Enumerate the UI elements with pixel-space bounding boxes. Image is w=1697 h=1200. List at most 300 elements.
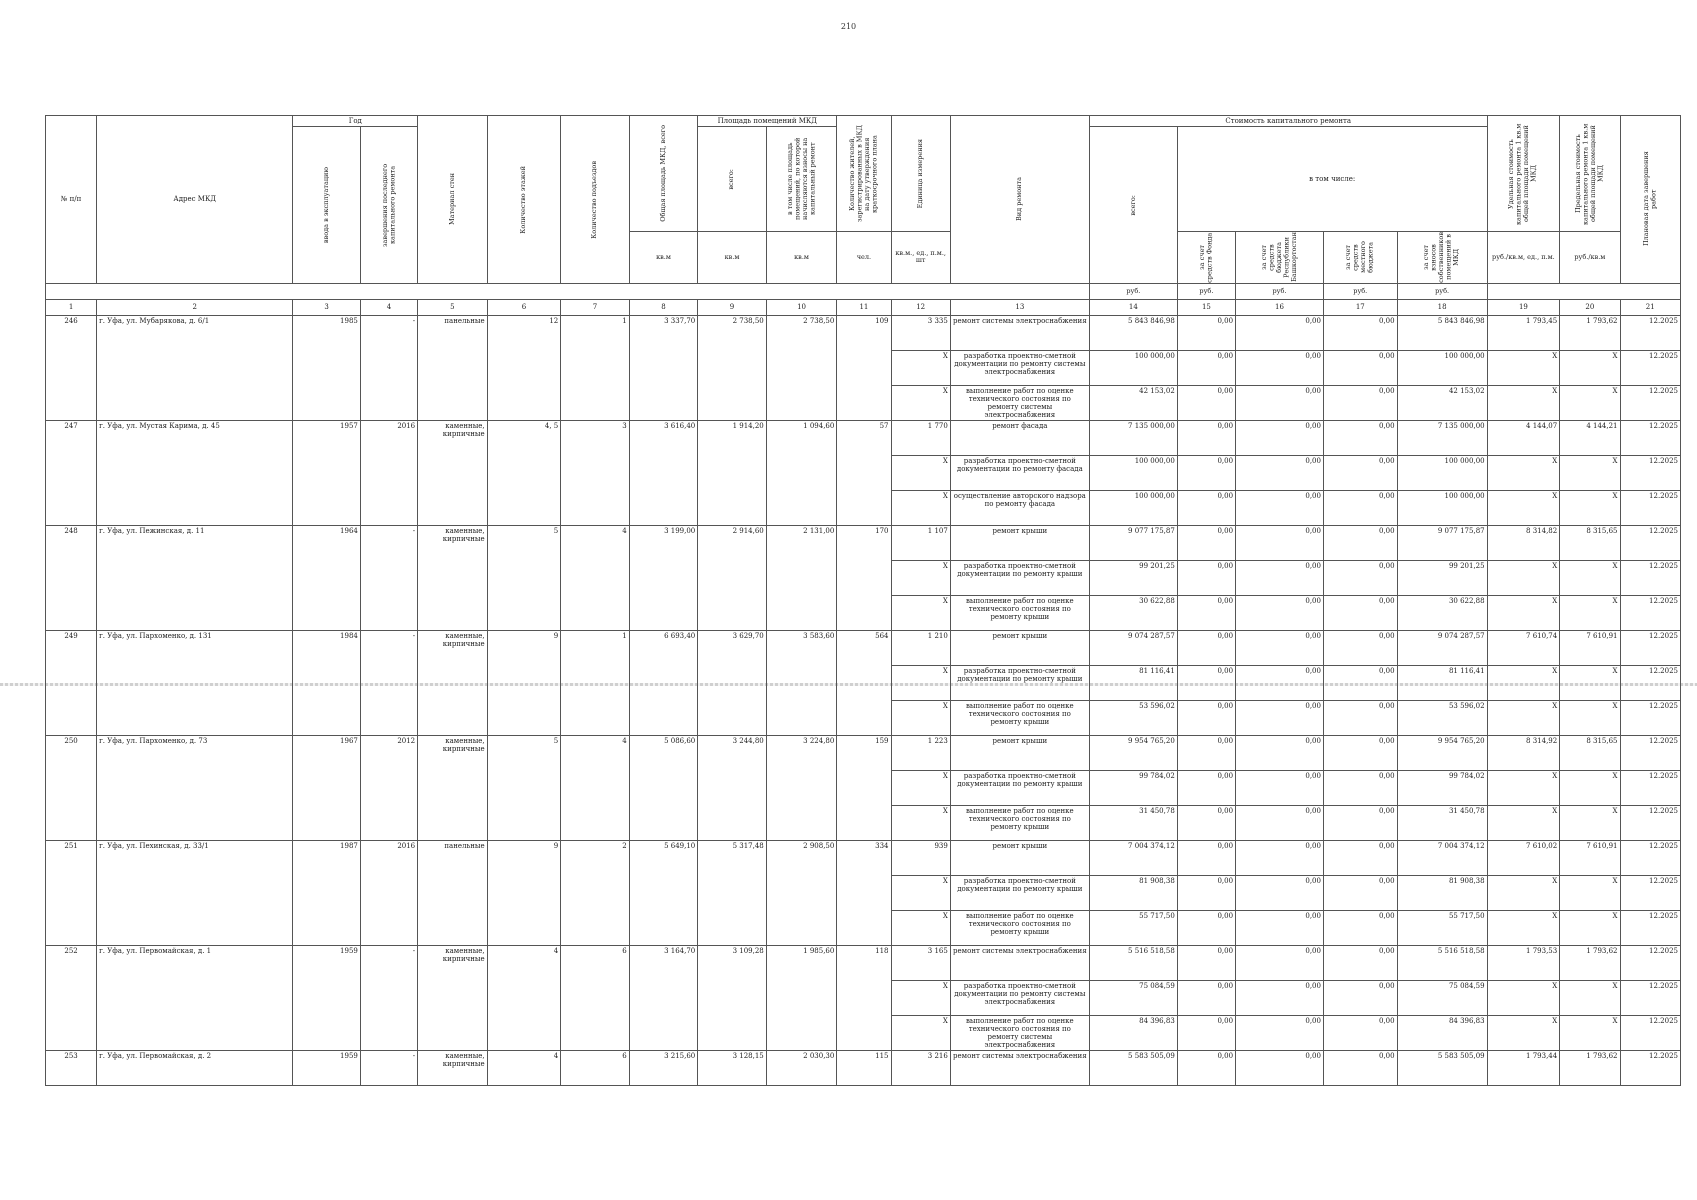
cell-row-no: 246 <box>46 315 97 420</box>
cell-cost-local: 0,00 <box>1323 806 1397 841</box>
cell-cost-total: 30 622,88 <box>1089 596 1177 631</box>
table-row <box>46 736 1681 771</box>
cell-cost-owners: 99 784,02 <box>1397 771 1487 806</box>
cell-cost-total: 5 843 846,98 <box>1089 315 1177 350</box>
cell-cost-local: 0,00 <box>1323 631 1397 666</box>
cell-cost-owners: 84 396,83 <box>1397 1016 1487 1051</box>
cell-cost-local: 0,00 <box>1323 771 1397 806</box>
cell-cost-fund: 0,00 <box>1177 631 1235 666</box>
hdr-year-last-repair: завершения последнего капитального ремонта <box>360 127 417 284</box>
column-number: 11 <box>837 299 891 315</box>
cell-planned-date: 12.2025 <box>1620 736 1680 771</box>
cell-floors: 12 <box>487 315 561 420</box>
cell-unit-measure: X <box>891 596 950 631</box>
cell-year-last-repair: 2016 <box>360 421 417 526</box>
cell-row-no: 253 <box>46 1051 97 1086</box>
cell-cost-local: 0,00 <box>1323 385 1397 420</box>
cell-cost-local: 0,00 <box>1323 736 1397 771</box>
cell-address: г. Уфа, ул. Пехинская, д. 33/1 <box>97 841 293 946</box>
cell-area-fund: 2 738,50 <box>766 315 837 420</box>
cell-cost-owners: 5 583 505,09 <box>1397 1051 1487 1086</box>
cell-max-cost: X <box>1560 456 1620 491</box>
cell-cost-republic: 0,00 <box>1236 666 1324 701</box>
hdr-cost-fund: за счет средств Фонда <box>1177 232 1235 284</box>
cell-max-cost: X <box>1560 981 1620 1016</box>
cell-cost-owners: 81 908,38 <box>1397 876 1487 911</box>
cell-cost-fund: 0,00 <box>1177 946 1235 981</box>
cell-max-cost: X <box>1560 596 1620 631</box>
cell-cost-republic: 0,00 <box>1236 771 1324 806</box>
cell-cost-owners: 55 717,50 <box>1397 911 1487 946</box>
hdr-cost-owners: за счет взносов собственников помещений в МКД <box>1397 232 1487 284</box>
cell-cost-total: 99 784,02 <box>1089 771 1177 806</box>
cell-area-total: 1 914,20 <box>698 421 767 526</box>
column-number: 1 <box>46 299 97 315</box>
cell-unit-measure: X <box>891 701 950 736</box>
cell-unit-cost: X <box>1487 981 1560 1016</box>
cell-cost-total: 7 135 000,00 <box>1089 421 1177 456</box>
column-numbers-row <box>46 299 1681 315</box>
cell-max-cost: X <box>1560 561 1620 596</box>
hdr-repair-type: Вид ремонта <box>950 116 1089 284</box>
cell-entrances: 2 <box>561 841 630 946</box>
cell-planned-date: 12.2025 <box>1620 456 1680 491</box>
cell-cost-total: 7 004 374,12 <box>1089 841 1177 876</box>
cell-wall-material: каменные, кирпичные <box>418 946 488 1051</box>
hdr-area-group: Площадь помещений МКД <box>698 116 837 127</box>
cell-entrances: 1 <box>561 631 630 736</box>
cell-area-fund: 3 224,80 <box>766 736 837 841</box>
cell-area-fund: 2 030,30 <box>766 1051 837 1086</box>
cell-year-last-repair: 2016 <box>360 841 417 946</box>
cell-wall-material: каменные, кирпичные <box>418 421 488 526</box>
cell-year-commission: 1959 <box>293 1051 360 1086</box>
cell-cost-total: 53 596,02 <box>1089 701 1177 736</box>
cell-unit-cost: X <box>1487 491 1560 526</box>
cell-year-last-repair: - <box>360 1051 417 1086</box>
cell-cost-local: 0,00 <box>1323 456 1397 491</box>
column-number: 16 <box>1236 299 1324 315</box>
cell-repair-type: осуществление авторского надзора по ремонту фасада <box>950 491 1089 526</box>
column-number: 20 <box>1560 299 1620 315</box>
cell-max-cost: 7 610,91 <box>1560 631 1620 666</box>
cell-repair-type: выполнение работ по оценке технического состояния по ремонту крыши <box>950 806 1089 841</box>
cell-residents: 57 <box>837 421 891 526</box>
hdr-cost-local: за счет средств местного бюджета <box>1323 232 1397 284</box>
cell-cost-local: 0,00 <box>1323 1016 1397 1051</box>
hdr-unit-cost: Удельная стоимость капитального ремонта 1 кв.м общей площади помещений МКД <box>1487 116 1560 232</box>
cell-cost-owners: 100 000,00 <box>1397 456 1487 491</box>
cell-address: г. Уфа, ул. Мустая Карима, д. 45 <box>97 421 293 526</box>
cell-floors: 9 <box>487 631 561 736</box>
cell-planned-date: 12.2025 <box>1620 631 1680 666</box>
cell-unit-cost: X <box>1487 911 1560 946</box>
cell-floors: 5 <box>487 526 561 631</box>
cell-max-cost: X <box>1560 666 1620 701</box>
cell-unit-measure: X <box>891 385 950 420</box>
hdr-max-cost: Предельная стоимость капитального ремонта 1 кв.м общей площади помещений МКД <box>1560 116 1620 232</box>
cell-max-cost: X <box>1560 491 1620 526</box>
hdr-residents: Количество жителей, зарегистрированных в МКД на дату утверждения краткосрочного плана <box>837 116 891 232</box>
cell-cost-republic: 0,00 <box>1236 385 1324 420</box>
cell-entrances: 3 <box>561 421 630 526</box>
cell-cost-republic: 0,00 <box>1236 561 1324 596</box>
table-row <box>46 631 1681 666</box>
cell-unit-cost: 1 793,44 <box>1487 1051 1560 1086</box>
column-number: 5 <box>418 299 488 315</box>
cell-total-area: 3 337,70 <box>629 315 698 420</box>
cell-cost-local: 0,00 <box>1323 421 1397 456</box>
cell-cost-local: 0,00 <box>1323 596 1397 631</box>
cell-total-area: 6 693,40 <box>629 631 698 736</box>
cell-cost-local: 0,00 <box>1323 526 1397 561</box>
cell-residents: 109 <box>837 315 891 420</box>
cell-unit-measure: 3 335 <box>891 315 950 350</box>
cell-cost-total: 5 516 518,58 <box>1089 946 1177 981</box>
unit-cost-local: руб. <box>1323 283 1397 299</box>
cell-area-total: 3 244,80 <box>698 736 767 841</box>
cell-cost-local: 0,00 <box>1323 946 1397 981</box>
cell-residents: 159 <box>837 736 891 841</box>
cell-total-area: 3 164,70 <box>629 946 698 1051</box>
table-row <box>46 946 1681 981</box>
cell-planned-date: 12.2025 <box>1620 701 1680 736</box>
cell-cost-fund: 0,00 <box>1177 491 1235 526</box>
cell-cost-total: 9 074 287,57 <box>1089 631 1177 666</box>
cell-cost-owners: 9 074 287,57 <box>1397 631 1487 666</box>
column-number: 7 <box>561 299 630 315</box>
cell-cost-republic: 0,00 <box>1236 911 1324 946</box>
cell-max-cost: 8 315,65 <box>1560 736 1620 771</box>
cell-max-cost: X <box>1560 701 1620 736</box>
cell-floors: 4 <box>487 946 561 1051</box>
cell-cost-total: 31 450,78 <box>1089 806 1177 841</box>
cell-cost-republic: 0,00 <box>1236 350 1324 385</box>
cell-cost-local: 0,00 <box>1323 491 1397 526</box>
cell-unit-cost: X <box>1487 561 1560 596</box>
cell-planned-date: 12.2025 <box>1620 666 1680 701</box>
table-row <box>46 315 1681 350</box>
cell-planned-date: 12.2025 <box>1620 771 1680 806</box>
unit-cost-republic: руб. <box>1236 283 1324 299</box>
cell-unit-cost: X <box>1487 806 1560 841</box>
column-number: 21 <box>1620 299 1680 315</box>
cell-floors: 9 <box>487 841 561 946</box>
cell-unit-cost: 1 793,45 <box>1487 315 1560 350</box>
cell-wall-material: каменные, кирпичные <box>418 631 488 736</box>
cell-max-cost: 7 610,91 <box>1560 841 1620 876</box>
column-number: 12 <box>891 299 950 315</box>
hdr-area-total: всего: <box>698 127 767 232</box>
cell-area-total: 3 128,15 <box>698 1051 767 1086</box>
cell-wall-material: панельные <box>418 315 488 420</box>
hdr-total-area: Общая площадь МКД, всего <box>629 116 698 232</box>
cell-cost-total: 9 077 175,87 <box>1089 526 1177 561</box>
cell-repair-type: ремонт крыши <box>950 526 1089 561</box>
hdr-floors: Количество этажей <box>487 116 561 284</box>
hdr-cost-including: в том числе: <box>1177 127 1487 232</box>
cell-unit-cost: 8 314,82 <box>1487 526 1560 561</box>
cell-max-cost: X <box>1560 385 1620 420</box>
cell-planned-date: 12.2025 <box>1620 491 1680 526</box>
cell-wall-material: панельные <box>418 841 488 946</box>
hdr-row-no: № п/п <box>46 116 97 284</box>
cell-cost-owners: 53 596,02 <box>1397 701 1487 736</box>
cell-cost-local: 0,00 <box>1323 911 1397 946</box>
hdr-year-commission: ввода в эксплуатацию <box>293 127 360 284</box>
hdr-unit-measure: Единица измерения <box>891 116 950 232</box>
cell-year-last-repair: 2012 <box>360 736 417 841</box>
cell-area-fund: 2 908,50 <box>766 841 837 946</box>
table-row <box>46 841 1681 876</box>
cell-max-cost: X <box>1560 876 1620 911</box>
cell-cost-fund: 0,00 <box>1177 526 1235 561</box>
cell-cost-fund: 0,00 <box>1177 1016 1235 1051</box>
cell-cost-owners: 100 000,00 <box>1397 491 1487 526</box>
cell-cost-local: 0,00 <box>1323 315 1397 350</box>
column-number: 10 <box>766 299 837 315</box>
cell-repair-type: ремонт системы электроснабжения <box>950 946 1089 981</box>
cell-address: г. Уфа, ул. Пархоменко, д. 73 <box>97 736 293 841</box>
cell-unit-cost: X <box>1487 701 1560 736</box>
cell-entrances: 6 <box>561 1051 630 1086</box>
cell-unit-cost: X <box>1487 385 1560 420</box>
cell-cost-republic: 0,00 <box>1236 1016 1324 1051</box>
cell-cost-republic: 0,00 <box>1236 421 1324 456</box>
cell-residents: 334 <box>837 841 891 946</box>
cell-unit-measure: 1 770 <box>891 421 950 456</box>
column-number: 4 <box>360 299 417 315</box>
cell-repair-type: разработка проектно-сметной документации по ремонту фасада <box>950 456 1089 491</box>
column-number: 17 <box>1323 299 1397 315</box>
cell-unit-measure: 939 <box>891 841 950 876</box>
cell-cost-fund: 0,00 <box>1177 596 1235 631</box>
cell-address: г. Уфа, ул. Пархоменко, д. 131 <box>97 631 293 736</box>
cell-repair-type: разработка проектно-сметной документации по ремонту крыши <box>950 666 1089 701</box>
cell-cost-total: 84 396,83 <box>1089 1016 1177 1051</box>
cell-floors: 4 <box>487 1051 561 1086</box>
cell-repair-type: разработка проектно-сметной документации по ремонту крыши <box>950 771 1089 806</box>
cell-cost-total: 42 153,02 <box>1089 385 1177 420</box>
cell-year-commission: 1959 <box>293 946 360 1051</box>
cell-planned-date: 12.2025 <box>1620 841 1680 876</box>
cell-cost-owners: 100 000,00 <box>1397 350 1487 385</box>
cell-repair-type: ремонт крыши <box>950 841 1089 876</box>
unit-measure: кв.м., ед., п.м., шт <box>891 232 950 284</box>
cell-cost-local: 0,00 <box>1323 981 1397 1016</box>
column-number: 9 <box>698 299 767 315</box>
cell-area-total: 5 317,48 <box>698 841 767 946</box>
cell-row-no: 249 <box>46 631 97 736</box>
cell-entrances: 1 <box>561 315 630 420</box>
cell-entrances: 4 <box>561 526 630 631</box>
cell-unit-measure: X <box>891 561 950 596</box>
units-row-costs <box>46 283 1681 299</box>
cell-unit-measure: X <box>891 456 950 491</box>
cell-unit-measure: X <box>891 1016 950 1051</box>
cell-area-fund: 3 583,60 <box>766 631 837 736</box>
cell-planned-date: 12.2025 <box>1620 806 1680 841</box>
cell-unit-measure: 1 223 <box>891 736 950 771</box>
cell-unit-cost: 1 793,53 <box>1487 946 1560 981</box>
cell-cost-total: 9 954 765,20 <box>1089 736 1177 771</box>
cell-repair-type: ремонт фасада <box>950 421 1089 456</box>
cell-cost-fund: 0,00 <box>1177 981 1235 1016</box>
cell-max-cost: 1 793,62 <box>1560 315 1620 350</box>
cell-planned-date: 12.2025 <box>1620 385 1680 420</box>
cell-unit-measure: X <box>891 771 950 806</box>
cell-wall-material: каменные, кирпичные <box>418 1051 488 1086</box>
cell-repair-type: ремонт системы электроснабжения <box>950 1051 1089 1086</box>
cell-cost-fund: 0,00 <box>1177 561 1235 596</box>
cell-year-commission: 1985 <box>293 315 360 420</box>
cell-address: г. Уфа, ул. Первомайская, д. 1 <box>97 946 293 1051</box>
cell-cost-republic: 0,00 <box>1236 946 1324 981</box>
cell-cost-owners: 9 077 175,87 <box>1397 526 1487 561</box>
cell-planned-date: 12.2025 <box>1620 315 1680 350</box>
cell-year-last-repair: - <box>360 631 417 736</box>
cell-unit-cost: X <box>1487 876 1560 911</box>
hdr-entrances: Количество подъездов <box>561 116 630 284</box>
cell-year-commission: 1984 <box>293 631 360 736</box>
cell-address: г. Уфа, ул. Мубарякова, д. 6/1 <box>97 315 293 420</box>
cell-cost-fund: 0,00 <box>1177 841 1235 876</box>
table-row <box>46 421 1681 456</box>
document-page <box>45 115 1681 1086</box>
cell-cost-fund: 0,00 <box>1177 771 1235 806</box>
cell-cost-fund: 0,00 <box>1177 911 1235 946</box>
cell-unit-cost: X <box>1487 350 1560 385</box>
unit-unit-cost: руб./кв.м, ед., п.м. <box>1487 232 1560 284</box>
cell-cost-fund: 0,00 <box>1177 876 1235 911</box>
cell-cost-total: 81 908,38 <box>1089 876 1177 911</box>
cell-cost-local: 0,00 <box>1323 561 1397 596</box>
column-number: 8 <box>629 299 698 315</box>
cell-planned-date: 12.2025 <box>1620 981 1680 1016</box>
cell-unit-measure: 3 216 <box>891 1051 950 1086</box>
cell-year-last-repair: - <box>360 526 417 631</box>
cell-wall-material: каменные, кирпичные <box>418 526 488 631</box>
column-number: 13 <box>950 299 1089 315</box>
cell-cost-fund: 0,00 <box>1177 350 1235 385</box>
cell-max-cost: X <box>1560 1016 1620 1051</box>
cell-planned-date: 12.2025 <box>1620 946 1680 981</box>
cell-max-cost: 4 144,21 <box>1560 421 1620 456</box>
cell-cost-owners: 31 450,78 <box>1397 806 1487 841</box>
cell-floors: 5 <box>487 736 561 841</box>
table-row <box>46 526 1681 561</box>
cell-cost-republic: 0,00 <box>1236 596 1324 631</box>
cell-cost-fund: 0,00 <box>1177 421 1235 456</box>
cell-residents: 118 <box>837 946 891 1051</box>
cell-cost-republic: 0,00 <box>1236 491 1324 526</box>
cell-repair-type: ремонт системы электроснабжения <box>950 315 1089 350</box>
cell-planned-date: 12.2025 <box>1620 526 1680 561</box>
unit-max-cost: руб./кв.м <box>1560 232 1620 284</box>
cell-cost-owners: 7 004 374,12 <box>1397 841 1487 876</box>
cell-cost-total: 75 084,59 <box>1089 981 1177 1016</box>
cell-cost-total: 5 583 505,09 <box>1089 1051 1177 1086</box>
cell-cost-republic: 0,00 <box>1236 1051 1324 1086</box>
cell-repair-type: ремонт крыши <box>950 631 1089 666</box>
cell-unit-cost: X <box>1487 1016 1560 1051</box>
unit-residents: чел. <box>837 232 891 284</box>
unit-cost-fund: руб. <box>1177 283 1235 299</box>
cell-max-cost: X <box>1560 911 1620 946</box>
cell-max-cost: 1 793,62 <box>1560 1051 1620 1086</box>
cell-cost-republic: 0,00 <box>1236 806 1324 841</box>
cell-repair-type: выполнение работ по оценке технического состояния по ремонту системы электроснабжения <box>950 385 1089 420</box>
column-number: 18 <box>1397 299 1487 315</box>
cell-unit-measure: 1 210 <box>891 631 950 666</box>
cell-cost-owners: 7 135 000,00 <box>1397 421 1487 456</box>
cell-year-last-repair: - <box>360 315 417 420</box>
cell-cost-owners: 9 954 765,20 <box>1397 736 1487 771</box>
unit-total-area: кв.м <box>629 232 698 284</box>
cell-cost-fund: 0,00 <box>1177 701 1235 736</box>
cell-cost-owners: 30 622,88 <box>1397 596 1487 631</box>
cell-unit-measure: 3 165 <box>891 946 950 981</box>
cell-unit-measure: X <box>891 911 950 946</box>
cell-area-total: 3 109,28 <box>698 946 767 1051</box>
cell-cost-total: 55 717,50 <box>1089 911 1177 946</box>
cell-max-cost: 8 315,65 <box>1560 526 1620 561</box>
cell-planned-date: 12.2025 <box>1620 911 1680 946</box>
cell-cost-local: 0,00 <box>1323 876 1397 911</box>
cell-repair-type: ремонт крыши <box>950 736 1089 771</box>
cell-total-area: 5 649,10 <box>629 841 698 946</box>
cell-cost-total: 100 000,00 <box>1089 456 1177 491</box>
table-row <box>46 1051 1681 1086</box>
cell-planned-date: 12.2025 <box>1620 421 1680 456</box>
cell-repair-type: разработка проектно-сметной документации по ремонту крыши <box>950 561 1089 596</box>
cell-planned-date: 12.2025 <box>1620 876 1680 911</box>
unit-cost-total: руб. <box>1089 283 1177 299</box>
cell-cost-local: 0,00 <box>1323 701 1397 736</box>
cell-area-fund: 1 985,60 <box>766 946 837 1051</box>
cell-cost-local: 0,00 <box>1323 350 1397 385</box>
cell-repair-type: выполнение работ по оценке технического состояния по ремонту крыши <box>950 701 1089 736</box>
cell-unit-measure: X <box>891 491 950 526</box>
cell-cost-total: 100 000,00 <box>1089 350 1177 385</box>
cell-max-cost: X <box>1560 806 1620 841</box>
cell-repair-type: разработка проектно-сметной документации по ремонту системы электроснабжения <box>950 981 1089 1016</box>
cell-row-no: 248 <box>46 526 97 631</box>
cell-cost-republic: 0,00 <box>1236 526 1324 561</box>
column-number: 6 <box>487 299 561 315</box>
cell-cost-fund: 0,00 <box>1177 385 1235 420</box>
cell-unit-measure: 1 107 <box>891 526 950 561</box>
cell-cost-total: 81 116,41 <box>1089 666 1177 701</box>
cell-residents: 564 <box>837 631 891 736</box>
cell-unit-cost: X <box>1487 596 1560 631</box>
cell-year-commission: 1964 <box>293 526 360 631</box>
table-body <box>46 315 1681 1085</box>
cell-address: г. Уфа, ул. Пежинская, д. 11 <box>97 526 293 631</box>
cell-planned-date: 12.2025 <box>1620 561 1680 596</box>
cell-unit-measure: X <box>891 876 950 911</box>
cell-cost-republic: 0,00 <box>1236 736 1324 771</box>
cell-cost-fund: 0,00 <box>1177 315 1235 350</box>
column-number: 15 <box>1177 299 1235 315</box>
cell-max-cost: X <box>1560 350 1620 385</box>
cell-area-fund: 1 094,60 <box>766 421 837 526</box>
cell-cost-republic: 0,00 <box>1236 456 1324 491</box>
cell-planned-date: 12.2025 <box>1620 1051 1680 1086</box>
cell-repair-type: выполнение работ по оценке технического состояния по ремонту крыши <box>950 596 1089 631</box>
cell-cost-owners: 5 843 846,98 <box>1397 315 1487 350</box>
cell-year-commission: 1957 <box>293 421 360 526</box>
